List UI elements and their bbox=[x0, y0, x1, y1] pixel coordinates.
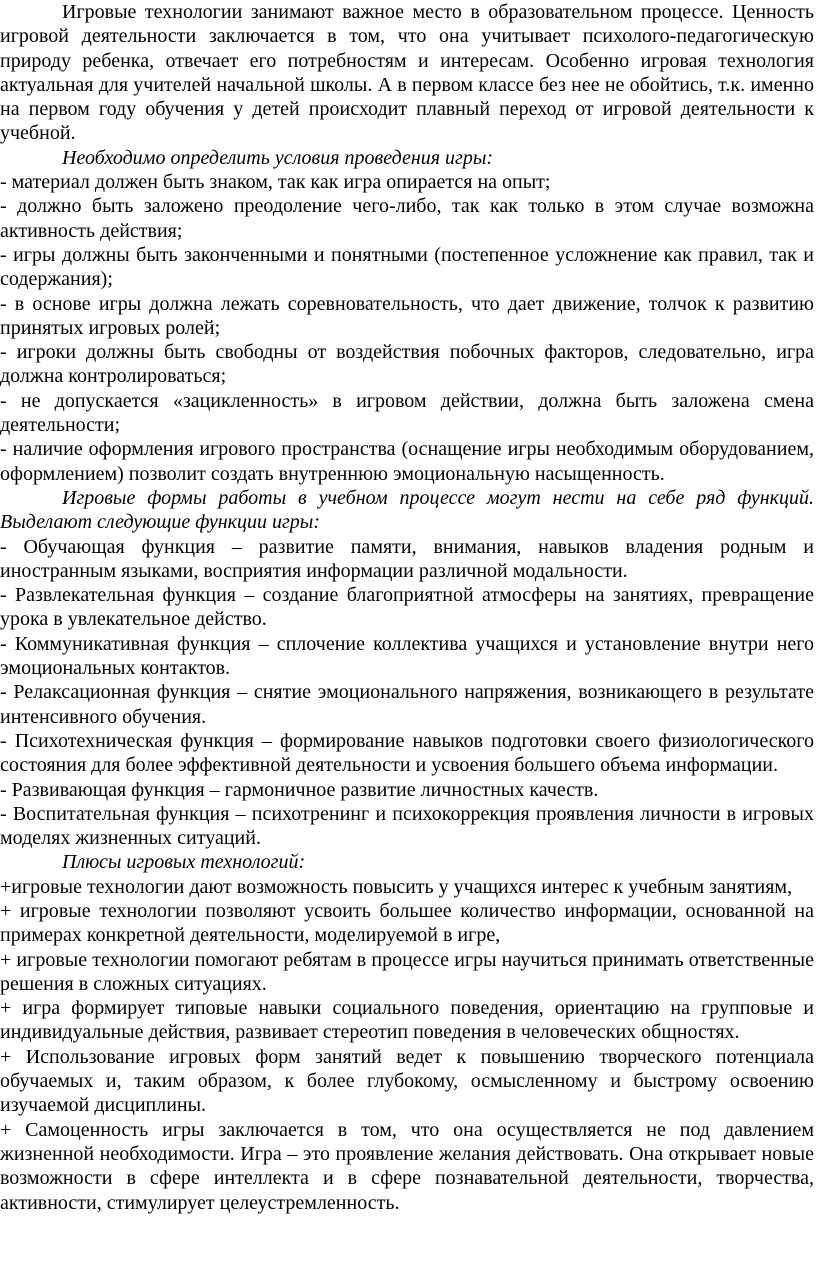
advantage-item: + игровые технологии позволяют усвоить большее количество информации, основанной на примерах конкретной деятельности, моделируемой в игре, bbox=[0, 899, 814, 947]
function-item: - Обучающая функция – развитие памяти, внимания, навыков владения родным и иностранным языками, восприятия информации различной модальности. bbox=[0, 535, 814, 582]
advantages-heading: Плюсы игровых технологий: bbox=[62, 851, 306, 874]
condition-item: - игроки должны быть свободны от воздействия побочных факторов, следовательно, игра должна контролироваться; bbox=[0, 341, 814, 388]
condition-item: - не допускается «зацикленность» в игровом действии, должна быть заложена смена деятельности; bbox=[0, 389, 814, 437]
function-item: - Развлекательная функция – создание благоприятной атмосферы на занятиях, превращение урока в увлекательное действо. bbox=[0, 584, 814, 631]
condition-item: - должно быть заложено преодоление чего-либо, так как только в этом случае возможна активность действия; bbox=[0, 195, 814, 242]
advantage-item: + Использование игровых форм занятий ведет к повышению творческого потенциала обучаемых и, таким образом, к более глубокому, осмысленному и быстрому освоению изучаемой дисциплины. bbox=[0, 1045, 814, 1117]
condition-item: - в основе игры должна лежать соревновательность, что дает движение, толчок к развитию принятых игровых ролей; bbox=[0, 292, 814, 339]
intro-paragraph: Игровые технологии занимают важное место в образовательном процессе. Ценность игровой деятельности заключается в том, что она учитывает психолого-педагогическую природу ребенка, отвечает его потребностям и интересам. Особенно игровая технология актуальная для учителей начальной школы. А в первом классе без нее не обойтись, т.к. именно на первом году обучения у детей происходит плавный переход от игровой деятельности к учебной. bbox=[0, 1, 814, 145]
advantage-item: + игровые технологии помогают ребятам в процессе игры научиться принимать ответственные решения в сложных ситуациях. bbox=[0, 948, 814, 995]
function-item: - Релаксационная функция – снятие эмоционального напряжения, возникающего в результате интенсивного обучения. bbox=[0, 681, 814, 728]
function-item: - Коммуникативная функция – сплочение коллектива учащихся и установление внутри него эмоциональных контактов. bbox=[0, 632, 814, 680]
condition-item: - материал должен быть знаком, так как игра опирается на опыт; bbox=[0, 171, 551, 194]
advantage-item: +игровые технологии дают возможность повысить у учащихся интерес к учебным занятиям, bbox=[0, 875, 793, 898]
functions-heading: Игровые формы работы в учебном процессе могут нести на себе ряд функций. Выделают следующие функции игры: bbox=[0, 486, 814, 534]
advantage-item: + игра формирует типовые навыки социального поведения, ориентацию на групповые и индивидуальные действия, развивает стереотип поведения в человеческих общностях. bbox=[0, 997, 814, 1044]
function-item: - Психотехническая функция – формирование навыков подготовки своего физиологического состояния для более эффективной деятельности и усвоения большего объема информации. bbox=[0, 729, 814, 777]
function-item: - Воспитательная функция – психотренинг и психокоррекция проявления личности в игровых моделях жизненных ситуаций. bbox=[0, 802, 814, 850]
condition-item: - игры должны быть законченными и понятными (постепенное усложнение как правил, так и содержания); bbox=[0, 243, 814, 291]
function-item: - Развивающая функция – гармоничное развитие личностных качеств. bbox=[0, 778, 599, 801]
condition-item: - наличие оформления игрового пространства (оснащение игры необходимым оборудованием, оформлением) позволит создать внутреннюю эмоциональную насыщенность. bbox=[0, 438, 814, 485]
advantage-item: + Самоценность игры заключается в том, что она осуществляется не под давлением жизненной необходимости. Игра – это проявление желания действовать. Она открывает новые возможности в сфере интеллекта и в сфере познавательной деятельности, творчества, активности, стимулирует целеустремленность. bbox=[0, 1118, 814, 1214]
conditions-heading: Необходимо определить условия проведения игры: bbox=[62, 146, 494, 169]
